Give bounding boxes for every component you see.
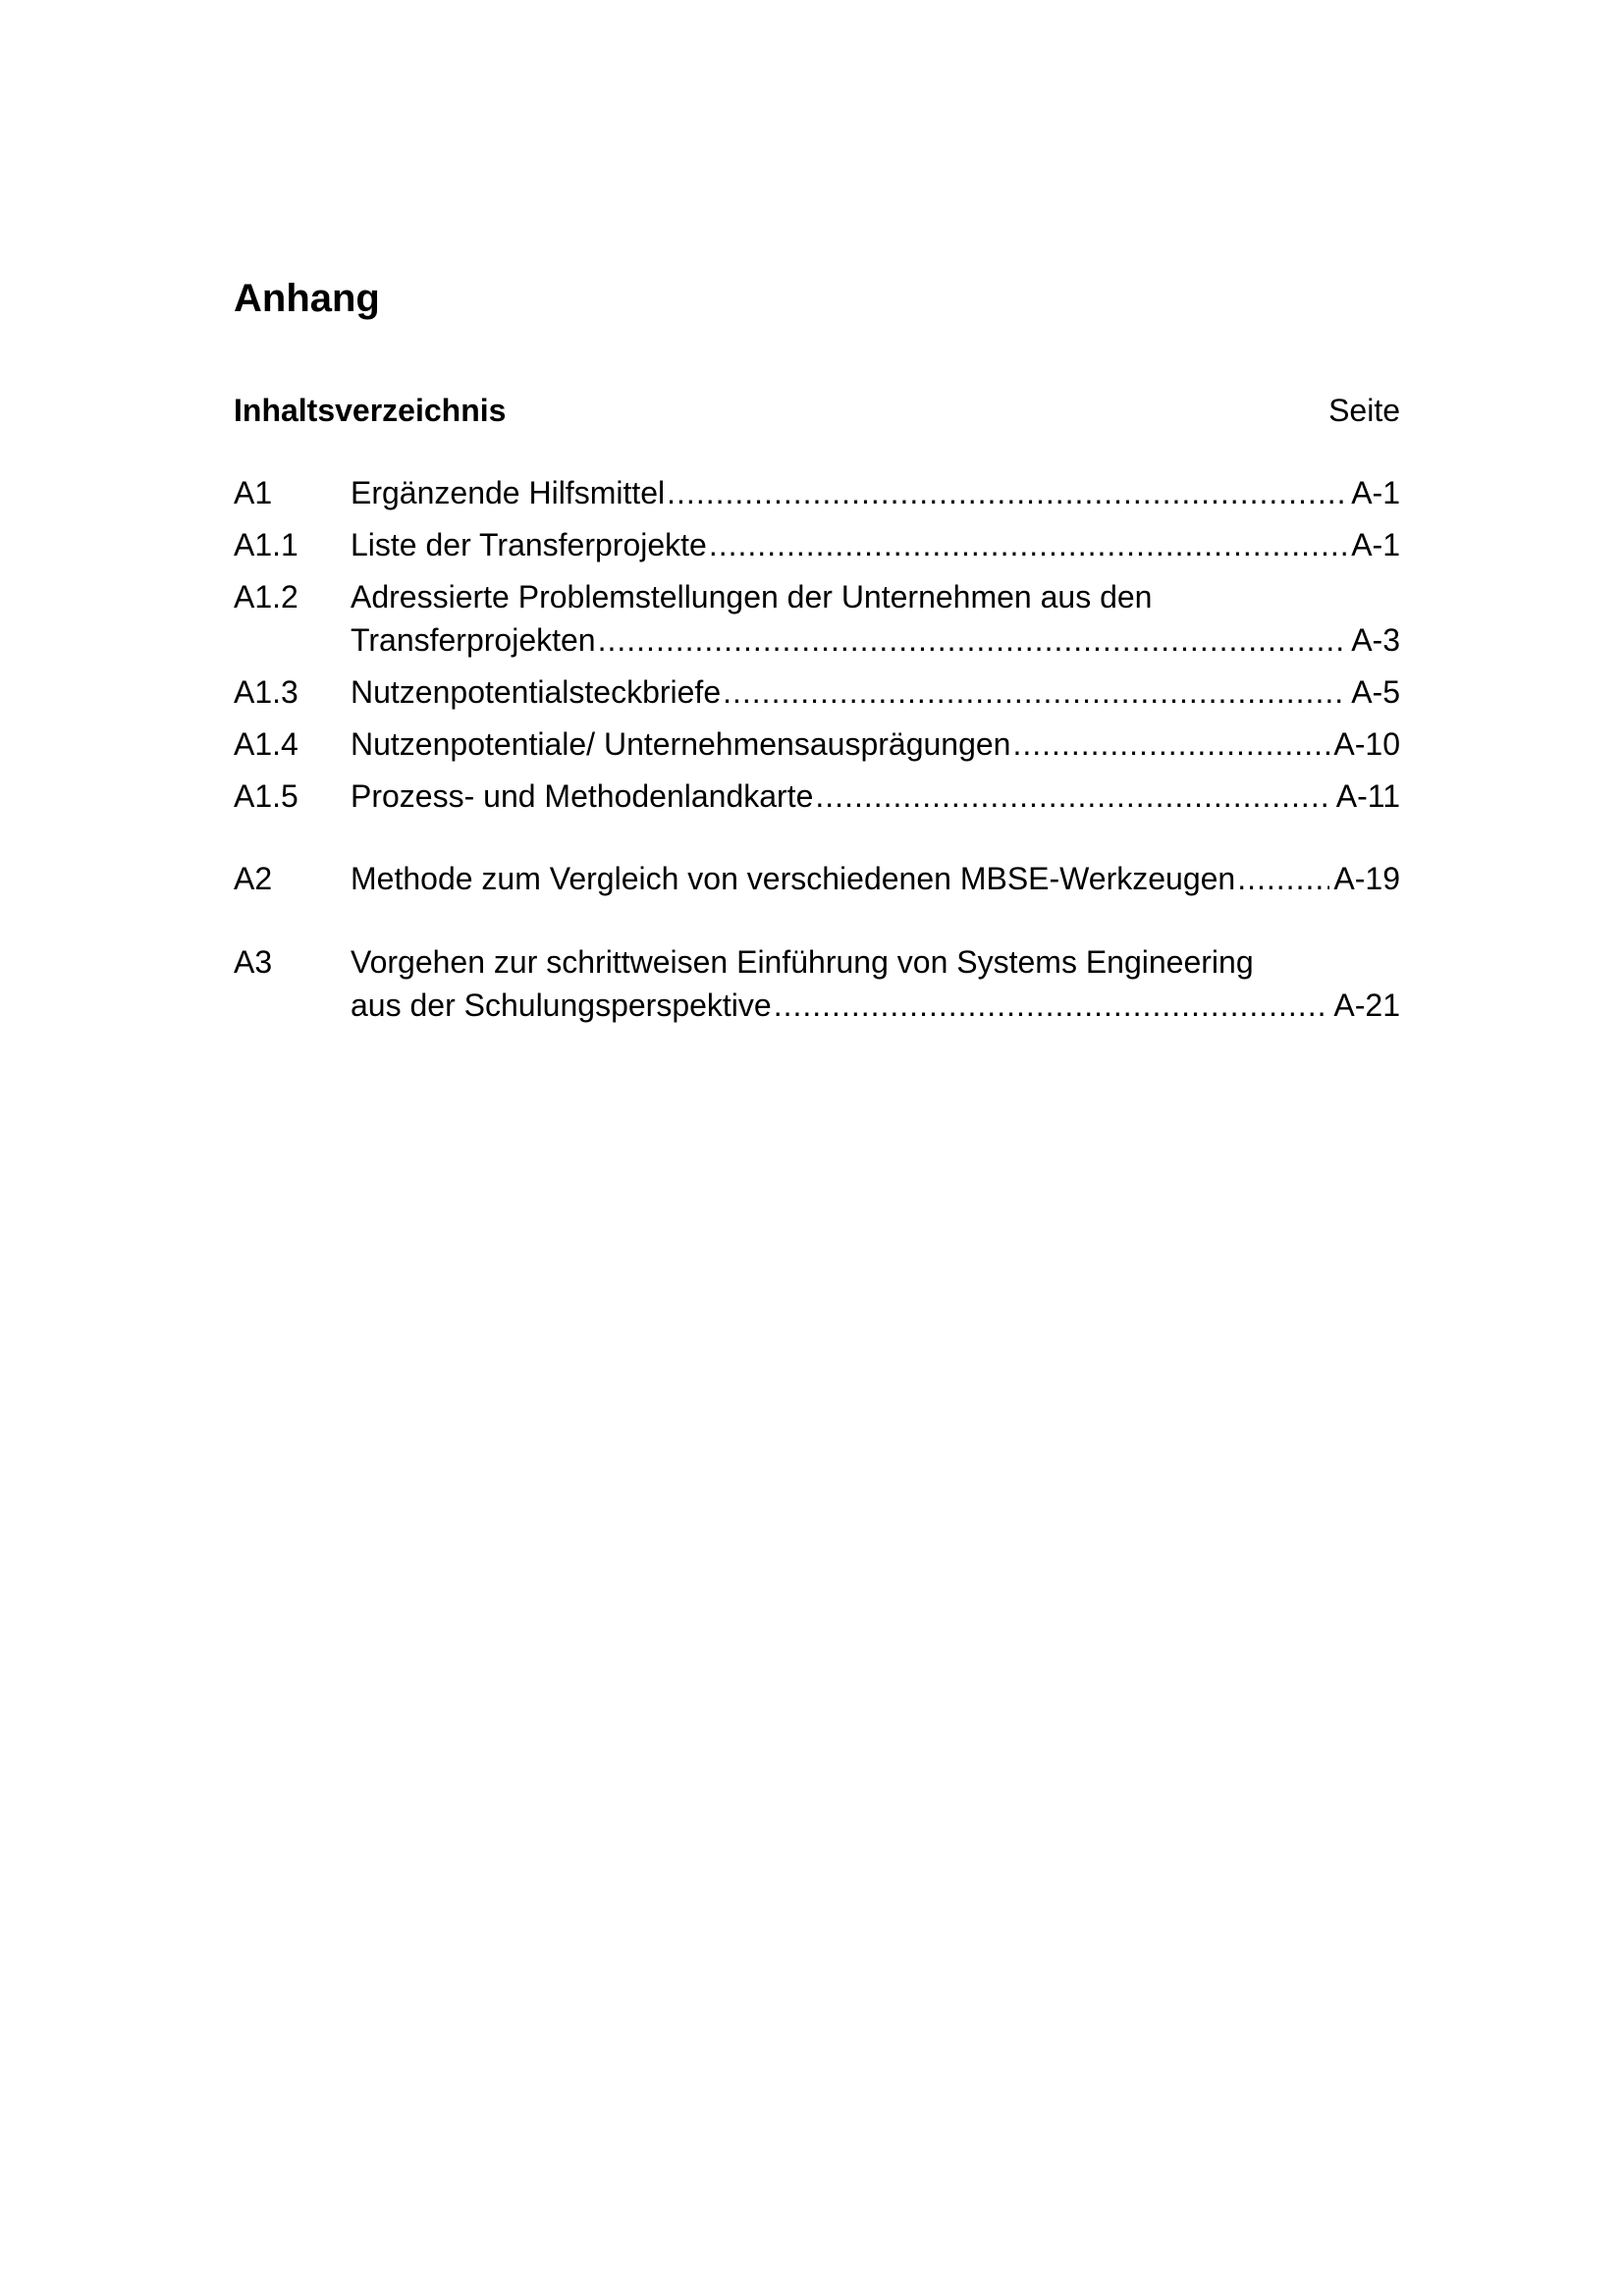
toc-entry-page: A-1 [1351, 527, 1400, 562]
dot-leader [815, 774, 1331, 818]
toc-entry-line [351, 471, 1400, 514]
toc-entry-number: A1 [234, 475, 273, 510]
toc-entry-page: A-5 [1351, 674, 1400, 710]
toc-entry-number: A1.1 [234, 527, 298, 562]
toc-entry-page: A-3 [1351, 622, 1400, 658]
toc-entry-title: Prozess- und Methodenlandkarte [351, 778, 814, 814]
toc-entry-title: Methode zum Vergleich von verschiedenen MBSE-Werkzeugen [351, 861, 1236, 896]
table-of-contents [234, 0, 1400, 2296]
toc-entry-line [351, 618, 1400, 662]
dot-leader [774, 984, 1330, 1027]
toc-entry-title-line1: Adressierte Problemstellungen der Unternehmen aus den [351, 579, 1153, 614]
toc-entry-page: A-10 [1333, 726, 1400, 762]
dot-leader [667, 471, 1347, 514]
toc-entry-page: A-19 [1333, 861, 1400, 896]
toc-entry-title-line1: Vorgehen zur schrittweisen Einführung von Systems Engineering [351, 944, 1254, 980]
toc-entry-line [351, 523, 1400, 566]
page-column-label: Seite [1328, 393, 1400, 428]
toc-entry-number: A1.5 [234, 778, 298, 814]
dot-leader [1237, 857, 1329, 900]
toc-entry-number: A3 [234, 944, 273, 980]
dot-leader [1012, 722, 1329, 766]
toc-entry-number: A1.4 [234, 726, 298, 762]
toc-entry-line [351, 774, 1400, 818]
page-title: Anhang [234, 277, 380, 320]
toc-entry-page: A-11 [1335, 778, 1400, 814]
toc-entry-number: A1.3 [234, 674, 298, 710]
toc-entry-number: A2 [234, 861, 273, 896]
dot-leader [598, 618, 1348, 662]
toc-heading: Inhaltsverzeichnis [234, 393, 507, 428]
toc-entry-title: Liste der Transferprojekte [351, 527, 707, 562]
toc-entry-line [351, 722, 1400, 766]
dot-leader [709, 523, 1347, 566]
toc-entry-page: A-21 [1333, 988, 1400, 1023]
toc-entry-number: A1.2 [234, 579, 298, 614]
toc-entry-title: Nutzenpotentialsteckbriefe [351, 674, 722, 710]
toc-entry-line [351, 670, 1400, 714]
dot-leader [723, 670, 1347, 714]
toc-entry-line [351, 857, 1400, 900]
toc-entry-title: aus der Schulungsperspektive [351, 988, 772, 1023]
toc-entry-line [351, 984, 1400, 1027]
toc-entry-page: A-1 [1351, 475, 1400, 510]
toc-entry-title: Transferprojekten [351, 622, 596, 658]
toc-entry-title: Nutzenpotentiale/ Unternehmensausprägungen [351, 726, 1011, 762]
toc-entry-title: Ergänzende Hilfsmittel [351, 475, 666, 510]
